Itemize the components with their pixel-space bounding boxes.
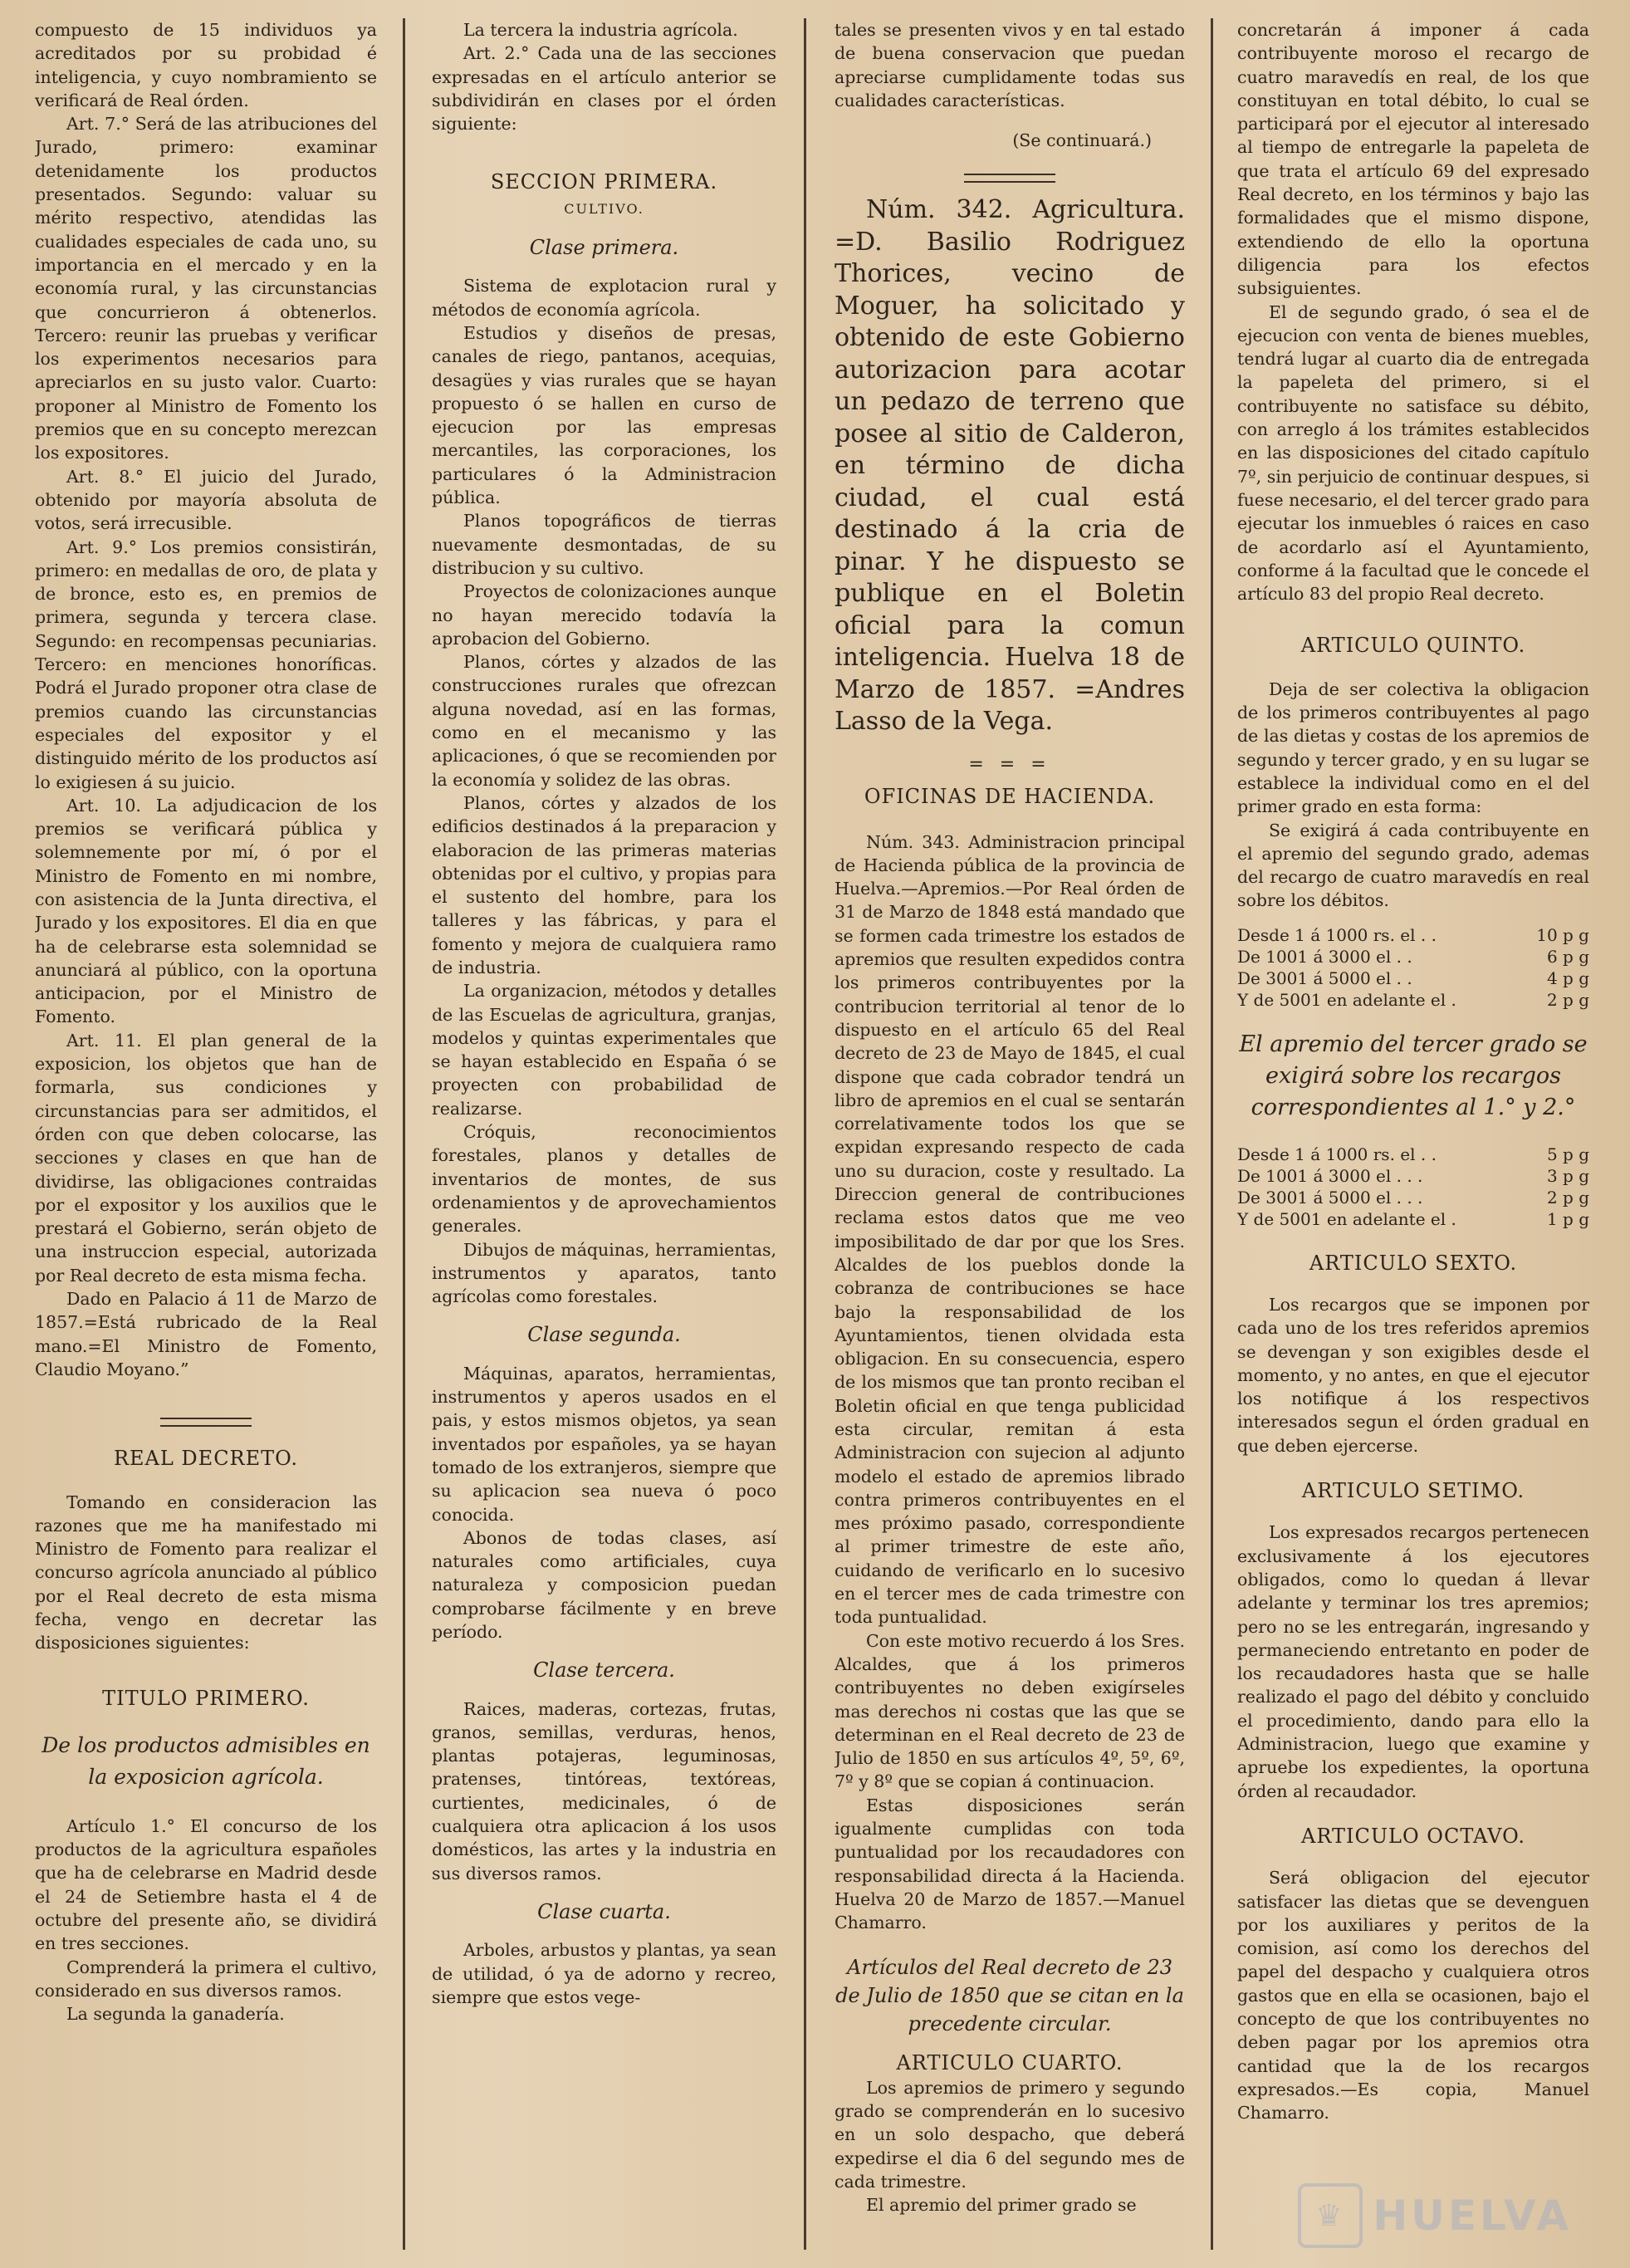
paragraph: Los apremios de primero y segundo grado se comprenderán en lo sucesivo en un solo despacho, que deberá expedirse el dia 6 del segundo mes de cada trimestre. [835,2077,1185,2192]
table-cell: Desde 1 á 1000 rs. el . . [1237,1144,1437,1164]
table-cell: Y de 5001 en adelante el . [1237,989,1456,1010]
paragraph: Art. 8.° El juicio del Jurado, obtenido por mayoría absoluta de votos, será irrecusible. [35,466,377,534]
table-row [1237,1144,1589,1165]
class-title: Clase segunda. [527,1323,681,1347]
paragraph: Art. 7.° Será de las atribuciones del Jurado, primero: examinar detenidamente los productos presentados. Segundo: valuar su mérito respectivo, atendidas las cualidades especiales de cada uno, su importancia en el mercado y en la economía rural, y las circunstancias que concurrieron á obtenerlos. Tercero: reunir las pruebas y verificar los experimentos necesarios para apreciarlos en su justo valor. Cuarto: proponer al Ministro de Fomento los premios que en su concepto merezcan los expositores. [35,114,377,463]
paragraph: Planos topográficos de tierras nuevamente desmontadas, de su distribucion y su cultivo. [432,511,776,578]
paragraph: tales se presenten vivos y en tal estado de buena conservacion que puedan apreciarse cumplidamente todas sus cualidades características. [835,20,1185,110]
table-cell: 4 p g [1546,967,1589,988]
paragraph: Dibujos de máquinas, herramientas, instrumentos y aparatos, tanto agrícolas como forestales. [432,1239,776,1307]
paragraph: Planos, córtes y alzados de las construcciones rurales que ofrezcan alguna novedad, así en las formas, como en el mecanismo y las aplicaciones, ó que se recomienden por la economía y solidez de las obras. [432,652,776,790]
table-cell: 3 p g [1546,1165,1589,1186]
surcharge-table-1 [1237,924,1589,1011]
paragraph: Art. 10. La adjudicacion de los premios se verificará pública y solemnemente por mí, ó por el Ministro de Fomento en mi nombre, con asistencia de la Junta directiva, el Jurado y los expositores. El dia en que ha de celebrarse esta solemnidad se anunciará al público, con la oportuna anticipacion, por el Ministro de Fomento. [35,795,377,1027]
section-title: REAL DECRETO. [113,1447,299,1471]
paragraph: Cróquis, reconocimientos forestales, planos y detalles de inventarios de montes, de sus ordenamientos y de aprovechamientos generales. [432,1122,776,1237]
tercer-grado-heading: El apremio del tercer grado se exigirá sobre los recargos correspondientes al 1.° y 2.° [1239,1031,1588,1120]
paragraph: Raices, maderas, cortezas, frutas, granos, semillas, verduras, henos, plantas potajeras, leguminosas, pratenses, tintóreas, textóreas, curtientes, medicinales, ó de cualquiera otra aplicacion á los usos domésticos, las artes y la industria en sus diversos ramos. [432,1698,776,1883]
article-title: ARTICULO SETIMO. [1301,1479,1525,1503]
notice-342: Núm. 342. Agricultura. =D. Basilio Rodriguez Thorices, vecino de Moguer, ha solicitado y obtenido de este Gobierno autorizacion para acotar un pedazo de terreno que posee al sitio de Calderon, en término de dicha ciudad, el cual está destinado á la cria de pinar. Y he dispuesto se publique en el Boletin oficial para la comun inteligencia. Huelva 18 de Marzo de 1857. =Andres Lasso de la Vega. [835,195,1185,737]
paragraph: La organizacion, métodos y detalles de las Escuelas de agricultura, granjas, modelos y quintas experimentales que se hayan establecido en España ó se proyecten con probabilidad de realizarse. [432,981,776,1119]
table-row [1237,989,1589,1011]
table-row [1237,967,1589,989]
paragraph: Art. 2.° Cada una de las secciones expresadas en el artículo anterior se subdividirán en clases por el órden siguiente: [432,43,776,135]
paragraph: Arboles, arbustos y plantas, ya sean de utilidad, ó ya de adorno y recreo, siempre que estos vege- [432,1940,776,2007]
table-row [1237,1187,1589,1208]
section-divider [160,1418,252,1427]
table-row [1237,1165,1589,1187]
column-rule [1211,18,1213,2250]
table-cell: De 3001 á 5000 el . . [1237,967,1412,988]
paragraph: Proyectos de colonizaciones aunque no hayan merecido todavía la aprobacion del Gobierno. [432,581,776,649]
table-cell: De 1001 á 3000 el . . . [1237,1165,1423,1186]
column-2 [432,18,776,2251]
table-cell: De 1001 á 3000 el . . [1237,946,1412,967]
column-4 [1237,18,1589,2251]
column-3 [835,18,1185,2251]
section-subtitle: CULTIVO. [564,200,644,217]
table-cell: 1 p g [1546,1208,1589,1229]
table-row [1237,924,1589,946]
article-title: ARTICULO OCTAVO. [1301,1824,1525,1848]
section-title: OFICINAS DE HACIENDA. [864,785,1156,809]
class-title: Clase primera. [529,236,679,260]
section-subtitle: De los productos admisibles en la exposicion agrícola. [42,1732,370,1789]
articles-title: Artículos del Real decreto de 23 de Julio de 1850 que se citan en la precedente circular. [835,1955,1184,2035]
class-title: Clase cuarta. [537,1899,671,1923]
article-title: ARTICULO CUARTO. [896,2050,1123,2075]
continued-note: (Se continuará.) [1012,130,1152,151]
paragraph: Tomando en consideracion las razones que me ha manifestado mi Ministro de Fomento para realizar el concurso agrícola anunciado al público por el Real decreto de esta misma fecha, vengo en decretar las disposiciones siguientes: [35,1492,377,1653]
paragraph: Estudios y diseños de presas, canales de riego, pantanos, acequias, desagües y vias rurales que se hayan propuesto ó se hallen en curso de ejecucion por las empresas mercantiles, las corporaciones, los particulares ó la Administracion pública. [432,322,776,508]
table-cell: 5 p g [1546,1144,1589,1164]
section-divider [964,174,1055,183]
paragraph: Núm. 343. Administracion principal de Hacienda pública de la provincia de Huelva.—Apremios.—Por Real órden de 31 de Marzo de 1848 está mandado que se formen cada trimestre los estados de apremios que resulten expedidos contra los primeros contribuyentes por la contribucion territorial al tenor de lo dispuesto en el artículo 65 del Real decreto de 23 de Mayo de 1845, el cual dispone que cada cobrador tendrá un libro de apremios en el cual se sentarán correlativamente todos los que se expidan expresando respecto de cada uno su duracion, coste y resultado. La Direccion general de contribuciones reclama estos datos que me veo imposibilitado de dar por que los Sres. Alcaldes de los pueblos donde la cobranza de contribuciones se hace bajo la responsabilidad de los Ayuntamientos, tienen olvidada esta obligacion. En su consecuencia, espero de los mismos que tan pronto reciban el Boletin oficial en que tenga publicidad esta circular, remitan á esta Administracion con sujecion al adjunto modelo el estado de apremios librado contra primeros contribuyentes en el mes próximo pasado, correspondiente al primer trimestre de este año, cuidando de verificarlo en lo sucesivo en el tercer mes de cada trimestre con toda puntualidad. [835,831,1185,1628]
paragraph: Artículo 1.° El concurso de los productos de la agricultura españoles que ha de celebrarse en Madrid desde el 24 de Setiembre hasta el 4 de octubre del presente año, se dividirá en tres secciones. [35,1815,377,1954]
paragraph: compuesto de 15 individuos ya acreditados por su probidad é inteligencia, y cuyo nombramiento se verificará de Real órden. [35,20,377,110]
paragraph: La segunda la ganadería. [66,2004,285,2025]
archive-watermark [1298,2183,1572,2248]
paragraph: Será obligacion del ejecutor satisfacer las dietas que se devenguen por los auxiliares y peritos de la comision, así como los derechos del papel del despacho y cualquiera otros gastos que en ella se ocasionen, bajo el concepto de que los contribuyentes no deben pagar por los apremios otra cantidad que la de los recargos expresados.—Es copia, Manuel Chamarro. [1237,1868,1589,2123]
table-row [1237,946,1589,967]
table-cell: Desde 1 á 1000 rs. el . . [1237,924,1437,945]
paragraph: El de segundo grado, ó sea el de ejecucion con venta de bienes muebles, tendrá lugar al cuarto dia de entregada la papeleta del primero, si el contribuyente no satisface su débito, con arreglo á los trámites establecidos en las disposiciones del citado capítulo 7º, sin perjuicio de continuar despues, si fuese necesario, el del tercer grado para ejecutar los inmuebles ó raices en caso de acordarlo así el Ayuntamiento, conforme á la facultad que le concede el artículo 83 del propio Real decreto. [1237,301,1589,605]
paragraph: Comprenderá la primera el cultivo, considerado en sus diversos ramos. [35,1957,377,2001]
seal-icon: ♛ [1298,2183,1363,2248]
paragraph: Sistema de explotacion rural y métodos de economía agrícola. [432,276,776,320]
paragraph: Deja de ser colectiva la obligacion de los primeros contribuyentes al pago de las dietas y costas de los apremios de segundo y tercer grado, y en su lugar se establece la individual como en el del primer grado en esta forma: [1237,678,1589,817]
article-title: ARTICULO SEXTO. [1309,1251,1518,1275]
paragraph: Se exigirá á cada contribuyente en el apremio del segundo grado, ademas del recargo de cuatro maravedís en real sobre los débitos. [1237,820,1589,911]
table-cell: 6 p g [1546,946,1589,967]
paragraph: La tercera la industria agrícola. [463,20,738,40]
watermark-text: HUELVA [1373,2192,1572,2240]
surcharge-table-2 [1237,1144,1589,1230]
table-row [1237,1208,1589,1230]
paragraph: Planos, córtes y alzados de los edificios destinados á la preparacion y elaboracion de las primeras materias obtenidas por el cultivo, y propias para el sustento del hombre, para los talleres y las fábricas, y para el fomento y mejora de cualquiera ramo de industria. [432,792,776,977]
article-title: ARTICULO QUINTO. [1300,634,1526,658]
table-cell: 2 p g [1546,1187,1589,1207]
dash-divider: = = = [968,753,1051,775]
section-title: SECCION PRIMERA. [490,170,718,194]
paragraph: Abonos de todas clases, así naturales como artificiales, cuya naturaleza y composicion puedan comprobarse fácilmente y en breve período. [432,1527,776,1642]
table-cell: Y de 5001 en adelante el . [1237,1208,1456,1229]
paragraph: Máquinas, aparatos, herramientas, instrumentos y aperos usados en el pais, y estos mismos objetos, ya sean inventados por españoles, ya se hayan tomado de los extranjeros, siempre que su aplicacion sea nueva ó poco conocida. [432,1363,776,1525]
paragraph: El apremio del primer grado se [866,2195,1137,2216]
class-title: Clase tercera. [533,1658,675,1683]
table-cell: 10 p g [1536,924,1589,945]
column-1 [35,18,377,2251]
table-cell: 2 p g [1546,989,1589,1010]
paragraph: Los recargos que se imponen por cada uno de los tres referidos apremios se devengan y son exigibles desde el momento, y no antes, en que el ejecutor los notifique á los respectivos interesados segun el órden gradual en que deben ejercerse. [1237,1294,1589,1456]
paragraph: Con este motivo recuerdo á los Sres. Alcaldes, que á los primeros contribuyentes no deben exigírseles mas derechos ni costas que las que se determinan en el Real decreto de 23 de Julio de 1850 en sus artículos 4º, 5º, 6º, 7º y 8º que se copian á continuacion. [835,1630,1185,1792]
paragraph: Los expresados recargos pertenecen exclusivamente á los ejecutores obligados, como lo quedan á llevar adelante y terminar los tres apremios; pero no se les entregarán, ingresando y permaneciendo entretanto en poder de los recaudadores hasta que se halle realizado el pago del débito y concluido el procedimiento, dando para ello la Administracion, luego que examine y apruebe los expedientes, la oportuna órden al recaudador. [1237,1522,1589,1801]
paragraph: Dado en Palacio á 11 de Marzo de 1857.=Está rubricado de la Real mano.=El Ministro de Fomento, Claudio Moyano.” [35,1289,377,1379]
column-rule [804,18,806,2250]
paragraph: Art. 9.° Los premios consistirán, primero: en medallas de oro, de plata y de bronce, esto es, en premios de primera, segunda y tercera clase. Segundo: en recompensas pecuniarias. Tercero: en menciones honoríficas. Podrá el Jurado proponer otra clase de premios cuando las circunstancias especiales del expositor y el distinguido mérito de los productos así lo exigiesen á su juicio. [35,536,377,792]
table-cell: De 3001 á 5000 el . . . [1237,1187,1423,1207]
paragraph: Art. 11. El plan general de la exposicion, los objetos que han de formarla, sus condiciones y circunstancias para ser admitidos, el órden con que deben colocarse, las secciones y clases en que han de dividirse, las obligaciones contraidas por el expositor y los auxilios que le prestará el Gobierno, serán objeto de una instruccion especial, autorizada por Real decreto de esta misma fecha. [35,1030,377,1286]
section-title: TITULO PRIMERO. [102,1686,310,1710]
column-rule [403,18,405,2250]
paragraph: concretarán á imponer á cada contribuyente moroso el recargo de cuatro maravedís en real, de los que constituyan en total débito, lo cual se participará por el ejecutor al interesado al tiempo de entregarle la papeleta de que trata el artículo 69 del expresado Real decreto, en los términos y bajo las formalidades que el mismo dispone, extendiendo de ello la oportuna diligencia para los efectos subsiguientes. [1237,20,1589,299]
paragraph: Estas disposiciones serán igualmente cumplidas con toda puntualidad por los recaudadores con responsabilidad directa á la Hacienda. Huelva 20 de Marzo de 1857.—Manuel Chamarro. [835,1795,1185,1933]
